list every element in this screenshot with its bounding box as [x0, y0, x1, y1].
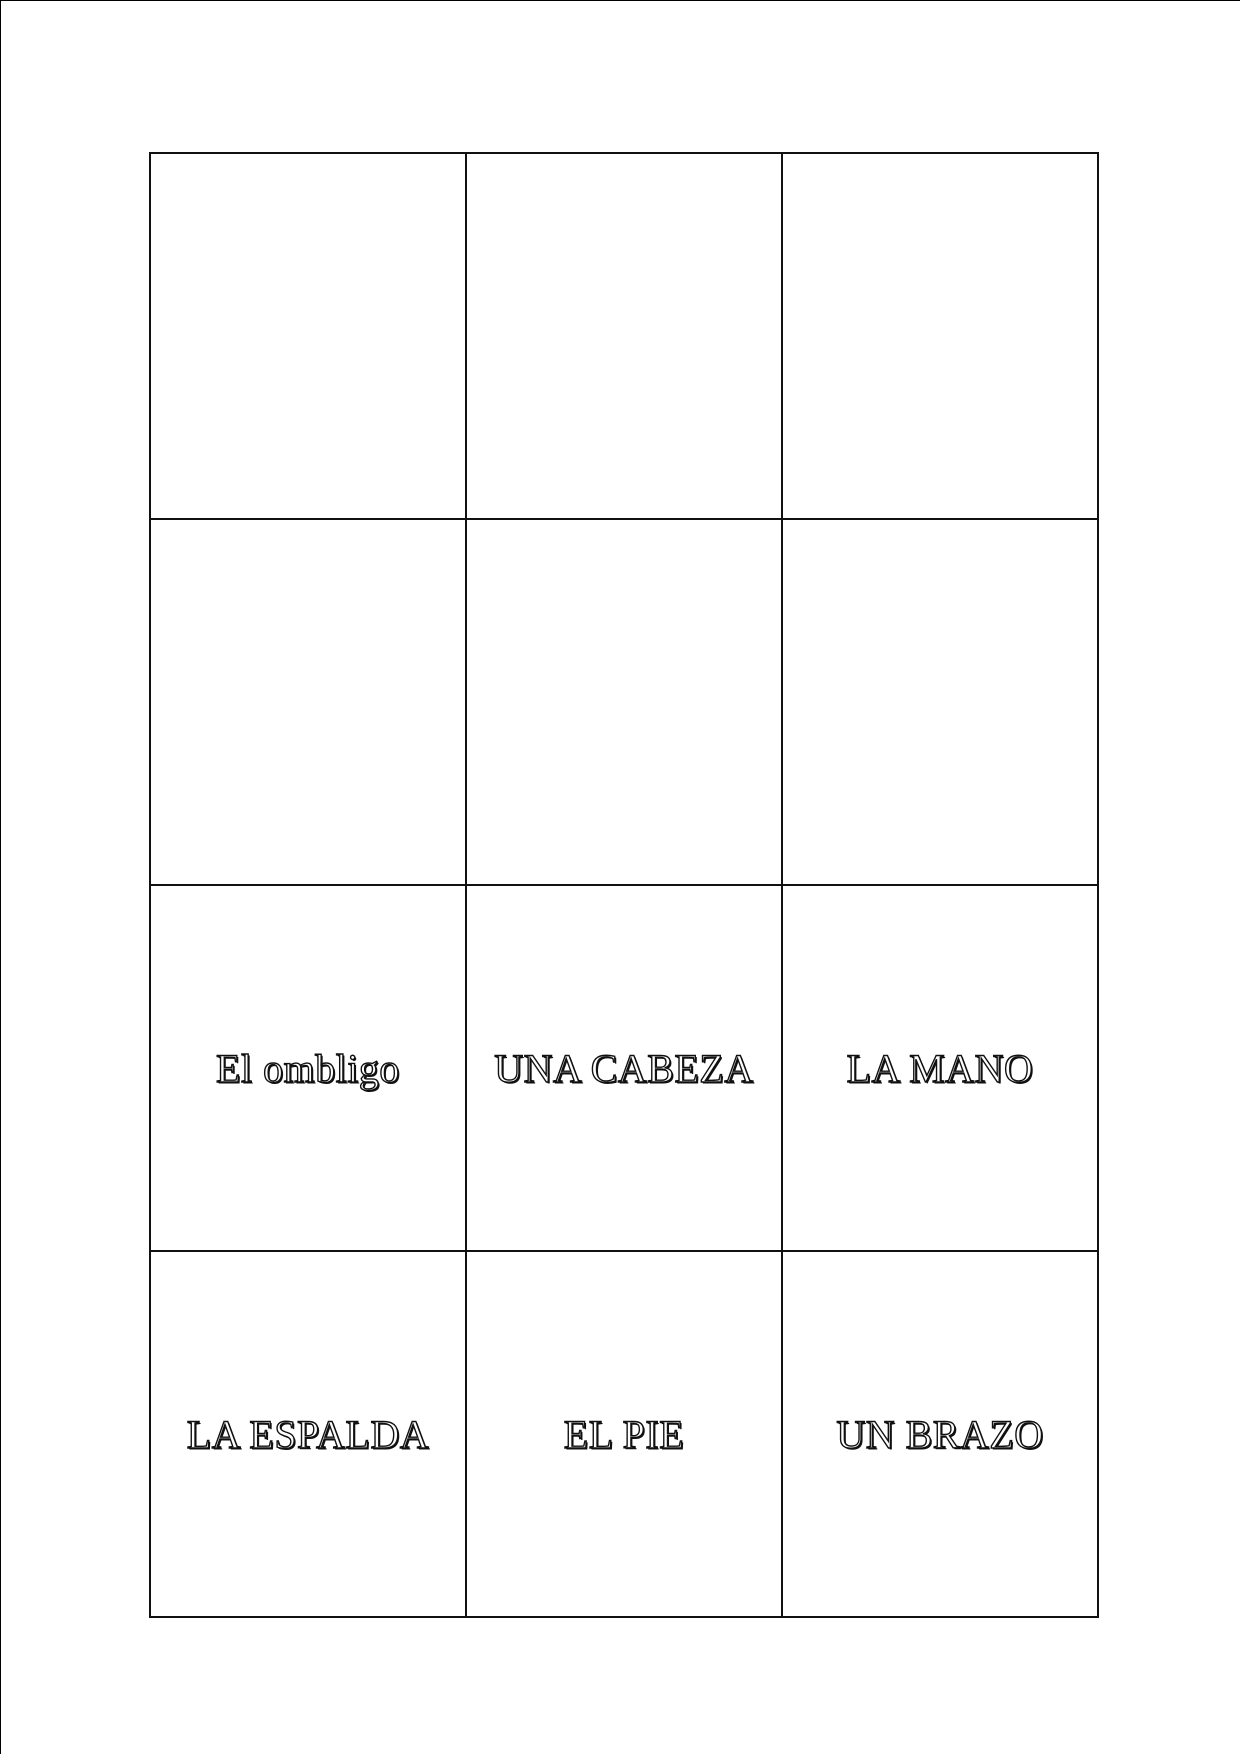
- card-word: LA ESPALDA: [186, 1411, 430, 1457]
- card-blank-2: [466, 153, 782, 519]
- card-el-ombligo: [150, 885, 466, 1251]
- card-el-pie: [466, 1251, 782, 1617]
- card-un-brazo: [782, 1251, 1098, 1617]
- card-la-mano: [782, 885, 1098, 1251]
- card-blank-4: [150, 519, 466, 885]
- card-blank-3: [782, 153, 1098, 519]
- card-word: El ombligo: [216, 1045, 400, 1091]
- card-row-1: [150, 153, 1098, 519]
- flashcard-grid: [149, 152, 1099, 1618]
- card-una-cabeza: [466, 885, 782, 1251]
- card-word: UNA CABEZA: [494, 1045, 754, 1091]
- card-word: EL PIE: [563, 1411, 685, 1457]
- card-word: LA MANO: [846, 1045, 1034, 1091]
- card-blank-1: [150, 153, 466, 519]
- card-row-2: [150, 519, 1098, 885]
- card-row-3: [150, 885, 1098, 1251]
- card-blank-5: [466, 519, 782, 885]
- card-row-4: [150, 1251, 1098, 1617]
- card-word: UN BRAZO: [836, 1411, 1044, 1457]
- card-blank-6: [782, 519, 1098, 885]
- card-la-espalda: [150, 1251, 466, 1617]
